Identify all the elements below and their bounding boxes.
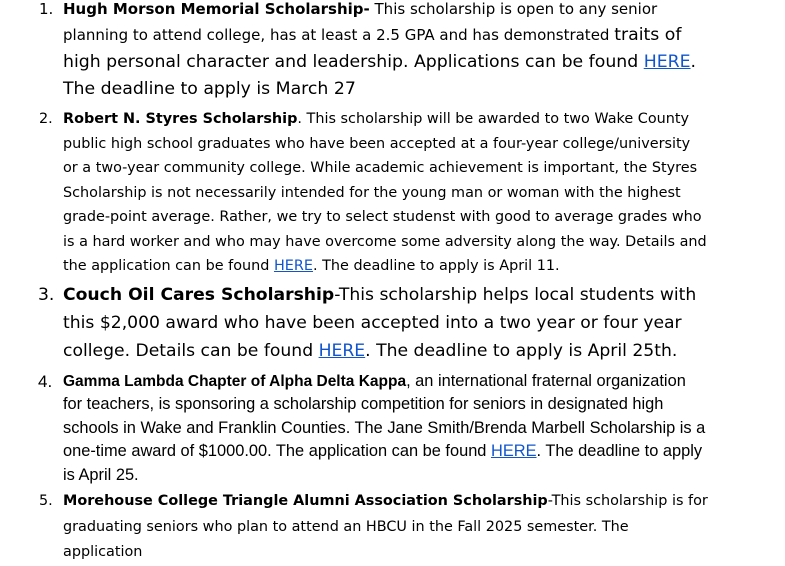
list-item — [0, 281, 708, 365]
item-text: , an international fraternal organization for teachers, is sponsoring a scholarship competition for seniors in designated high schools in Wake and Franklin Counties. The Jane Smith/Brenda Marbell Scholarship is a one-time award of $1000.00. The application can be found — [63, 371, 706, 460]
item-title: Gamma Lambda Chapter of Alpha Delta Kappa — [63, 372, 407, 390]
item-number: 5. — [39, 493, 53, 509]
item-deadline: . The deadline to apply is March 27 — [63, 52, 697, 99]
item-number: 3. — [38, 284, 55, 305]
item-title: Couch Oil Cares Scholarship — [63, 284, 335, 305]
list-item — [0, 489, 708, 566]
item-deadline: . The deadline to apply is April 25th. — [365, 340, 678, 361]
item-text: . This scholarship will be awarded to two Wake County public high school graduates who have been accepted at a four-year college/university or a two-year community college. While academic achievement is important, the Styres Scholarship is not necessarily intended for the young man or woman with the highest grade-point average. Rather, we try to select studenst with good to average grades who is a hard worker and who may have overcome some adversity along the way. Details and the application can be found — [63, 111, 707, 274]
item-number: 4. — [38, 371, 53, 391]
item-deadline: . The deadline to apply is April 25. — [63, 442, 703, 484]
item-title: Hugh Morson Memorial Scholarship- — [63, 0, 370, 18]
item-number: 1. — [39, 0, 54, 18]
item-text: -This scholarship helps local students with this $2,000 award who have been accepted into a two year or four year college. Details can be found — [63, 284, 697, 361]
here-link[interactable]: HERE — [318, 340, 366, 361]
item-text-continued: traits of high personal character and leadership. Applications can be found — [63, 25, 682, 72]
item-title: Morehouse College Triangle Alumni Association Scholarship — [63, 493, 548, 509]
here-link[interactable]: HERE — [273, 258, 313, 274]
item-text: This scholarship is open to any senior planning to attend college, has at least a 2.5 GPA and has demonstrated — [63, 0, 658, 44]
item-title: Robert N. Styres Scholarship — [63, 111, 298, 127]
list-item — [0, 370, 708, 488]
list-item — [0, 0, 708, 103]
item-number: 2. — [39, 111, 53, 127]
list-item — [0, 107, 708, 279]
item-text: -This scholarship is for graduating seniors who plan to attend an HBCU in the Fall 2025 semester. The application — [63, 493, 708, 560]
here-link[interactable]: HERE — [490, 442, 537, 460]
here-link[interactable]: HERE — [643, 52, 691, 72]
item-deadline: . The deadline to apply is April 11. — [312, 258, 560, 274]
